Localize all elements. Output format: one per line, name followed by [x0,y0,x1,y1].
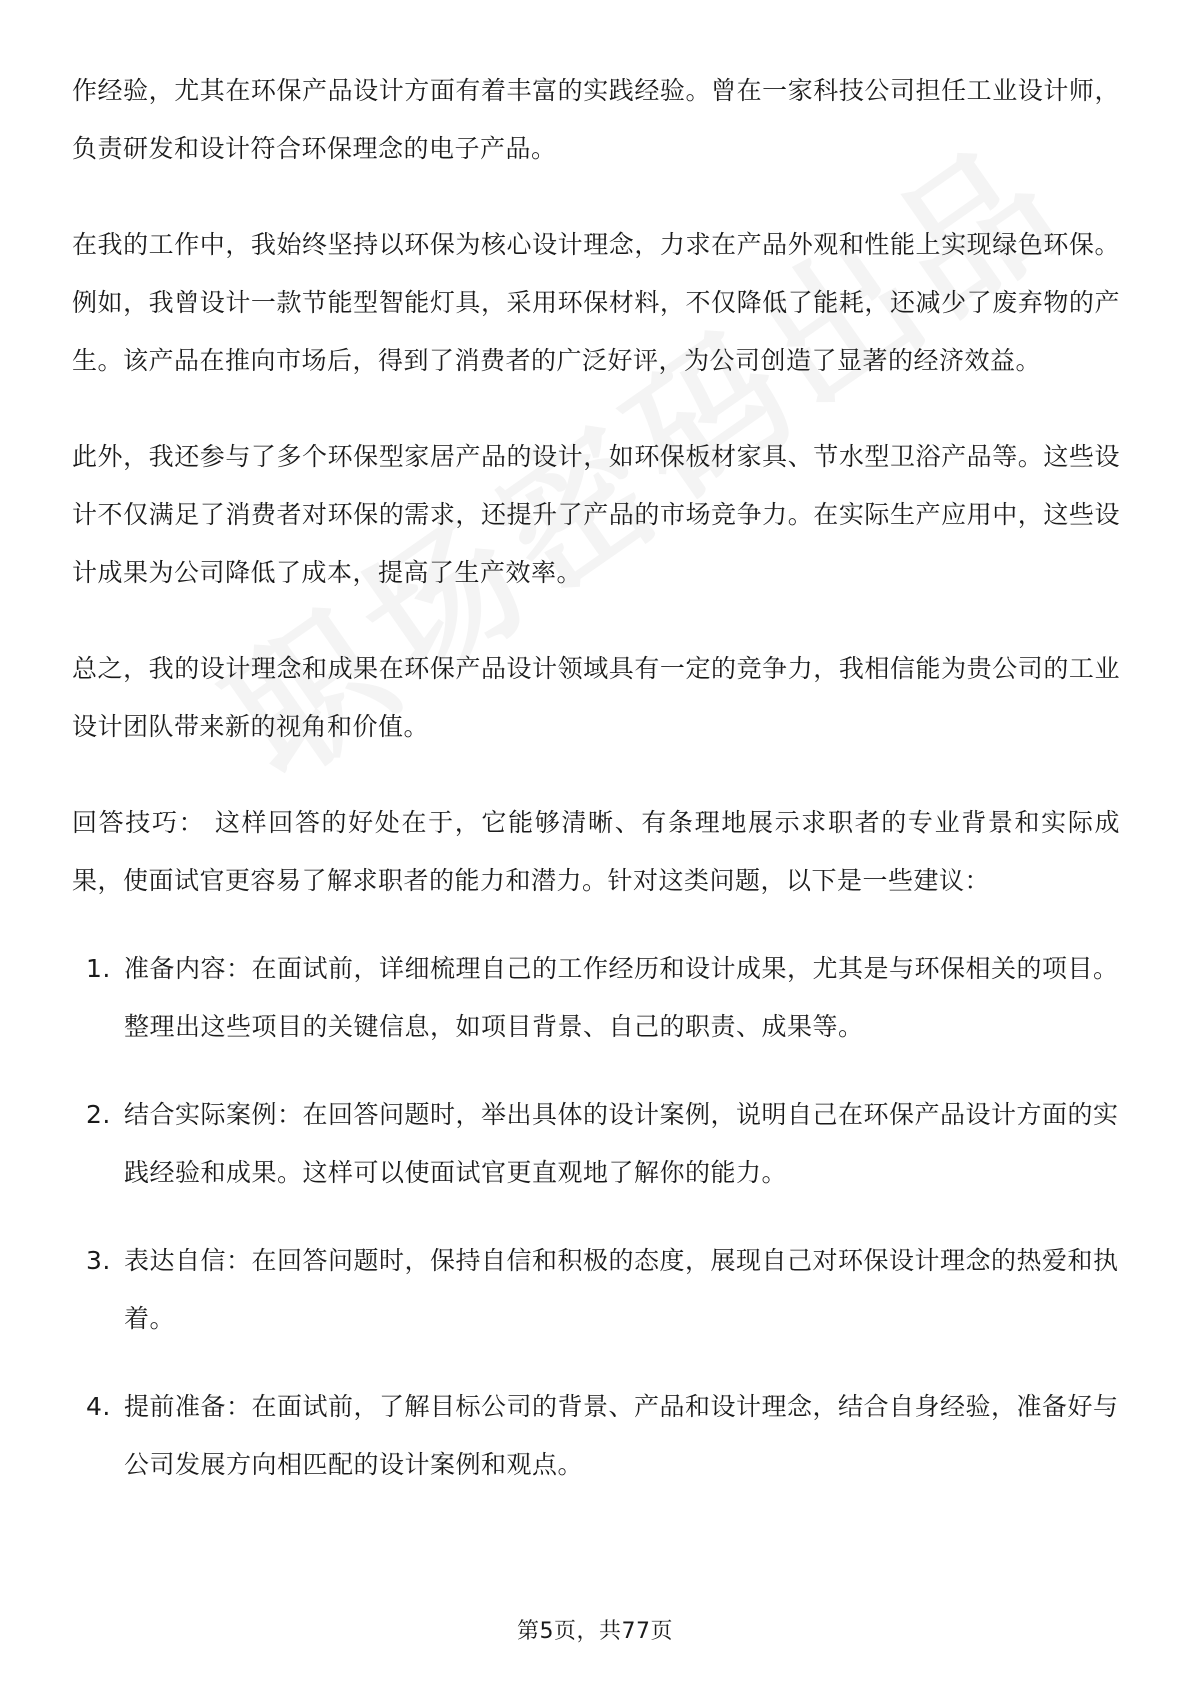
paragraph-answer-tips: 回答技巧： 这样回答的好处在于，它能够清晰、有条理地展示求职者的专业背景和实际成果，使面试官更容易了解求职者的能力和潜力。针对这类问题，以下是一些建议： [72,808,1120,895]
paragraph-work-philosophy: 在我的工作中，我始终坚持以环保为核心设计理念，力求在产品外观和性能上实现绿色环保。例如，我曾设计一款节能型智能灯具，采用环保材料，不仅降低了能耗，还减少了废弃物的产生。该产品在推向市场后，得到了消费者的广泛好评，为公司创造了显著的经济效益。 [72,230,1120,375]
page-number-footer: 第5页，共77页 [517,1619,673,1644]
page-content [72,62,1120,1524]
advice-item [72,1232,1120,1348]
advice-item [72,1086,1120,1202]
advice-text: 提前准备：在面试前，了解目标公司的背景、产品和设计理念，结合自身经验，准备好与公司发展方向相匹配的设计案例和观点。 [124,1392,1119,1479]
paragraph-conclusion: 总之，我的设计理念和成果在环保产品设计领域具有一定的竞争力，我相信能为贵公司的工业设计团队带来新的视角和价值。 [72,654,1120,741]
advice-text: 结合实际案例：在回答问题时，举出具体的设计案例，说明自己在环保产品设计方面的实践经验和成果。这样可以使面试官更直观地了解你的能力。 [124,1100,1119,1187]
advice-number: 3. [86,1246,111,1275]
advice-list [72,940,1120,1494]
advice-text: 准备内容：在面试前，详细梳理自己的工作经历和设计成果，尤其是与环保相关的项目。整理出这些项目的关键信息，如项目背景、自己的职责、成果等。 [124,954,1119,1041]
advice-number: 1. [86,954,111,983]
paragraph-additional-projects: 此外，我还参与了多个环保型家居产品的设计，如环保板材家具、节水型卫浴产品等。这些设计不仅满足了消费者对环保的需求，还提升了产品的市场竞争力。在实际生产应用中，这些设计成果为公司降低了成本，提高了生产效率。 [72,442,1120,587]
advice-number: 2. [86,1100,111,1129]
advice-text: 表达自信：在回答问题时，保持自信和积极的态度，展现自己对环保设计理念的热爱和执着。 [124,1246,1119,1333]
paragraph-experience-intro: 作经验，尤其在环保产品设计方面有着丰富的实践经验。曾在一家科技公司担任工业设计师，负责研发和设计符合环保理念的电子产品。 [72,76,1120,163]
advice-number: 4. [86,1392,111,1421]
advice-item [72,940,1120,1056]
advice-item [72,1378,1120,1494]
